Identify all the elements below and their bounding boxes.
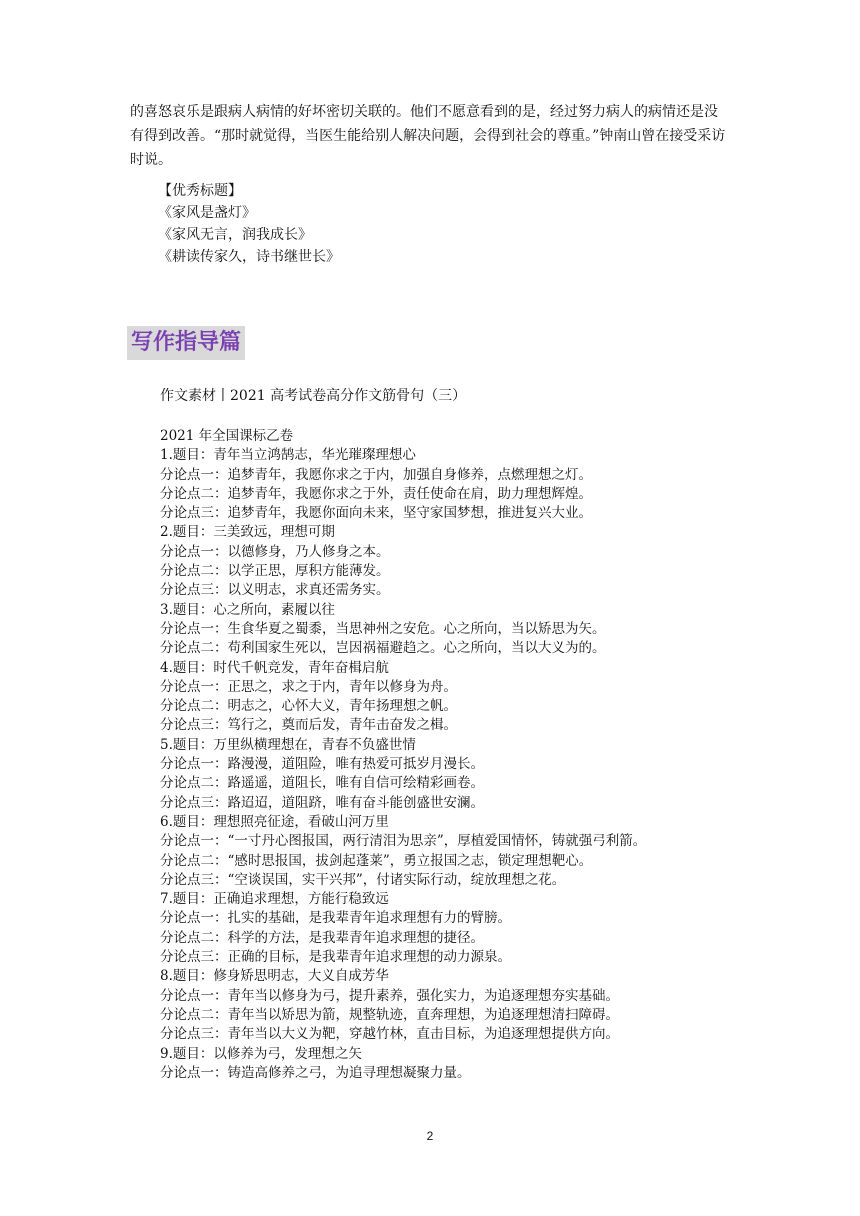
content-line: 分论点一：扎实的基础，是我辈青年追求理想有力的臂膀。 <box>160 910 511 927</box>
content-line: 9.题目：以修养为弓，发理想之矢 <box>160 1045 362 1062</box>
content-line: 分论点三：正确的目标，是我辈青年追求理想的动力源泉。 <box>160 949 511 966</box>
content-line: 分论点三：青年当以大义为靶，穿越竹林，直击目标，为追逐理想提供方向。 <box>160 1026 619 1043</box>
content-body <box>160 427 720 1083</box>
content-line: 6.题目：理想照亮征途，看破山河万里 <box>160 813 389 830</box>
content-line: 1.题目：青年当立鸿鹄志，华光璀璨理想心 <box>160 447 416 464</box>
excellent-title-item: 《耕读传家久，诗书继世长》 <box>158 249 340 265</box>
content-line: 2.题目：三美致远，理想可期 <box>160 524 335 541</box>
content-line: 7.题目：正确追求理想，方能行稳致远 <box>160 891 389 908</box>
content-line: 分论点二：青年当以矫思为箭，规整轨迹，直奔理想，为追逐理想清扫障碍。 <box>160 1006 619 1023</box>
content-line: 分论点三：路迢迢，道阻跻，唯有奋斗能创盛世安澜。 <box>160 794 484 811</box>
content-line: 分论点一：以德修身，乃人修身之本。 <box>160 543 390 560</box>
content-line: 2021 年全国课标乙卷 <box>160 428 294 444</box>
content-line: 分论点一：追梦青年，我愿你求之于内，加强自身修养，点燃理想之灯。 <box>160 466 592 483</box>
content-line: 5.题目：万里纵横理想在，青春不负盛世情 <box>160 736 416 753</box>
excellent-titles-heading: 【优秀标题】 <box>158 183 242 199</box>
content-line: 分论点二：明志之，心怀大义，青年扬理想之帆。 <box>160 698 457 715</box>
excellent-title-item: 《家风无言，润我成长》 <box>158 227 312 243</box>
page-number: 2 <box>426 1129 434 1143</box>
content-line: 分论点三：笃行之，奠而后发，青年击奋发之楫。 <box>160 717 457 734</box>
content-line: 3.题目：心之所向，素履以往 <box>160 601 335 618</box>
content-line: 分论点一：铸造高修养之弓，为追寻理想凝聚力量。 <box>160 1064 471 1081</box>
intro-paragraph: 的喜怒哀乐是跟病人病情的好坏密切关联的。他们不愿意看到的是，经过努力病人的病情还是没有得到改善。“那时就觉得，当医生能给别人解决问题，会得到社会的尊重。”钟南山曾在接受采访时说。 <box>130 104 726 168</box>
excellent-title-item: 《家风是盏灯》 <box>158 205 256 221</box>
content-line: 分论点二：科学的方法，是我辈青年追求理想的捷径。 <box>160 929 484 946</box>
content-line: 分论点三：以义明志，求真还需务实。 <box>160 582 390 599</box>
content-line: 分论点二：以学正思，厚积方能薄发。 <box>160 563 390 580</box>
content-line: 分论点二：路遥遥，道阻长，唯有自信可绘精彩画卷。 <box>160 775 484 792</box>
content-line: 分论点三：“空谈误国，实干兴邦”，付诸实际行动，绽放理想之花。 <box>160 871 566 888</box>
article-title: 作文素材丨2021 高考试卷高分作文筋骨句（三） <box>160 388 467 404</box>
content-line: 分论点一：路漫漫，道阻险，唯有热爱可抵岁月漫长。 <box>160 756 484 773</box>
section-heading: 写作指导篇 <box>127 326 245 360</box>
content-line: 分论点二：“感时思报国，拔剑起蓬莱”，勇立报国之志，锁定理想靶心。 <box>160 852 593 869</box>
content-line: 分论点三：追梦青年，我愿你面向未来，坚守家国梦想，推进复兴大业。 <box>160 505 592 522</box>
content-line: 分论点二：苟利国家生死以，岂因祸福避趋之。心之所向，当以大义为的。 <box>160 640 606 657</box>
content-line: 分论点一：生食华夏之蜀黍，当思神州之安危。心之所向，当以矫思为矢。 <box>160 620 606 637</box>
content-line: 8.题目：修身矫思明志，大义自成芳华 <box>160 968 389 985</box>
content-line: 4.题目：时代千帆竞发，青年奋楫启航 <box>160 659 389 676</box>
content-line: 分论点一：青年当以修身为弓，提升素养，强化实力，为追逐理想夯实基础。 <box>160 987 619 1004</box>
content-line: 分论点一：“一寸丹心图报国，两行清泪为思亲”，厚植爱国情怀，铸就强弓利箭。 <box>160 833 647 850</box>
excellent-titles <box>158 180 340 268</box>
content-line: 分论点二：追梦青年，我愿你求之于外，责任使命在肩，助力理想辉煌。 <box>160 485 592 502</box>
content-line: 分论点一：正思之，求之于内，青年以修身为舟。 <box>160 678 457 695</box>
